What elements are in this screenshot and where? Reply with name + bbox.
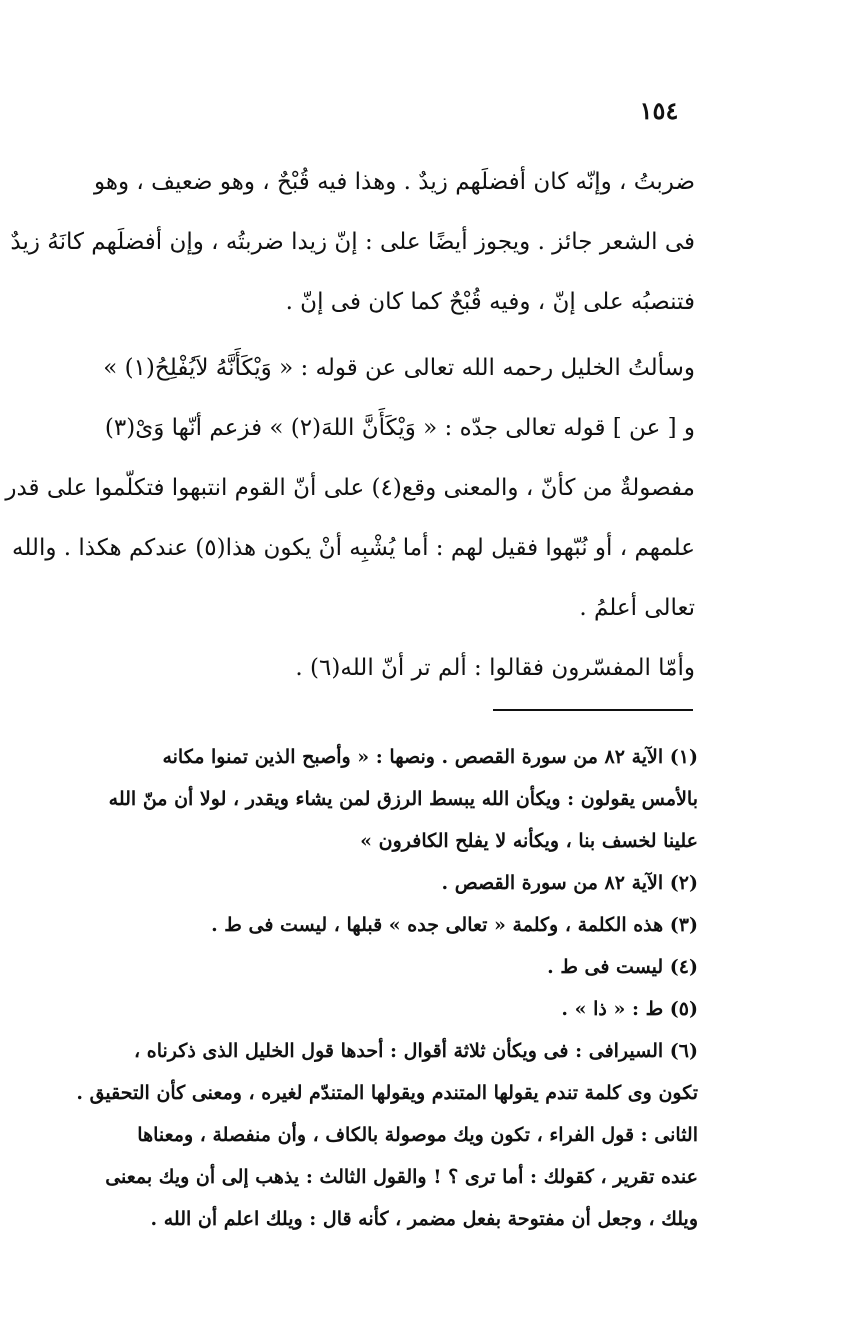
footnote-line: (٤) ليست فى ط . xyxy=(547,956,698,978)
footnote-line: عنده تقرير ، كقولك : أما ترى ؟ ! والقول الثالث : يذهب إلى أن ويك بمعنى xyxy=(105,1166,698,1188)
main-line: تعالى أعلمُ . xyxy=(579,595,695,621)
page-number: ١٥٤ xyxy=(639,96,679,125)
main-line: وأمّا المفسّرون فقالوا : ألم تر أنّ الله(٦) . xyxy=(295,655,695,681)
footnote-separator xyxy=(493,709,693,711)
main-line: فى الشعر جائز . ويجوز أيضًا على : إنّ زيدا ضربتُه ، وإن أفضلَهم كانَهُ زيدٌ xyxy=(10,229,695,255)
footnote-line: (٥) ط : « ذا » . xyxy=(561,998,698,1020)
footnote-line: (٣) هذه الكلمة ، وكلمة « تعالى جده » قبلها ، ليست فى ط . xyxy=(211,914,698,936)
main-line: مفصولةٌ من كأنّ ، والمعنى وقع(٤) على أنّ القوم انتبهوا فتكلّموا على قدر xyxy=(5,475,695,501)
main-text xyxy=(5,152,695,698)
footnote-line: علينا لخسف بنا ، ويكأنه لا يفلح الكافرون » xyxy=(360,830,698,852)
footnote-line: بالأمس يقولون : ويكأن الله يبسط الرزق لمن يشاء ويقدر ، لولا أن منّ الله xyxy=(108,788,698,810)
footnote-line: (٦) السيرافى : فى ويكأن ثلاثة أقوال : أحدها قول الخليل الذى ذكرناه ، xyxy=(134,1040,698,1062)
main-line: فتنصبُه على إنّ ، وفيه قُبْحٌ كما كان فى إنّ . xyxy=(285,289,695,315)
footnote-line: (٢) الآية ٨٢ من سورة القصص . xyxy=(441,872,698,894)
main-line: علمهم ، أو نُبّهوا فقيل لهم : أما يُشْبِه أنْ يكون هذا(٥) عندكم هكذا . والله xyxy=(11,535,695,561)
footnote-line: الثانى : قول الفراء ، تكون ويك موصولة بالكاف ، وأن منفصلة ، ومعناها xyxy=(137,1124,698,1146)
footnote-line: تكون وى كلمة تندم يقولها المتندم ويقولها المتندّم لغيره ، ومعنى كأن التحقيق . xyxy=(76,1082,698,1104)
footnotes xyxy=(50,736,698,1240)
main-line: وسألتُ الخليل رحمه الله تعالى عن قوله : « وَيْكَأَنَّهُ لاَيُفْلِحُ(١) » xyxy=(103,355,695,381)
main-line: و [ عن ] قوله تعالى جدّه : « وَيْكَأَنَّ اللهَ(٢) » فزعم أنّها وَىْ(٣) xyxy=(104,415,695,441)
main-line: ضربتُ ، وإنّه كان أفضلَهم زيدٌ . وهذا فيه قُبْحٌ ، وهو ضعيف ، وهو xyxy=(93,169,695,195)
footnote-line: (١) الآية ٨٢ من سورة القصص . ونصها : « وأصبح الذين تمنوا مكانه xyxy=(162,746,698,768)
footnote-line: ويلك ، وجعل أن مفتوحة بفعل مضمر ، كأنه قال : ويلك اعلم أن الله . xyxy=(150,1208,698,1230)
